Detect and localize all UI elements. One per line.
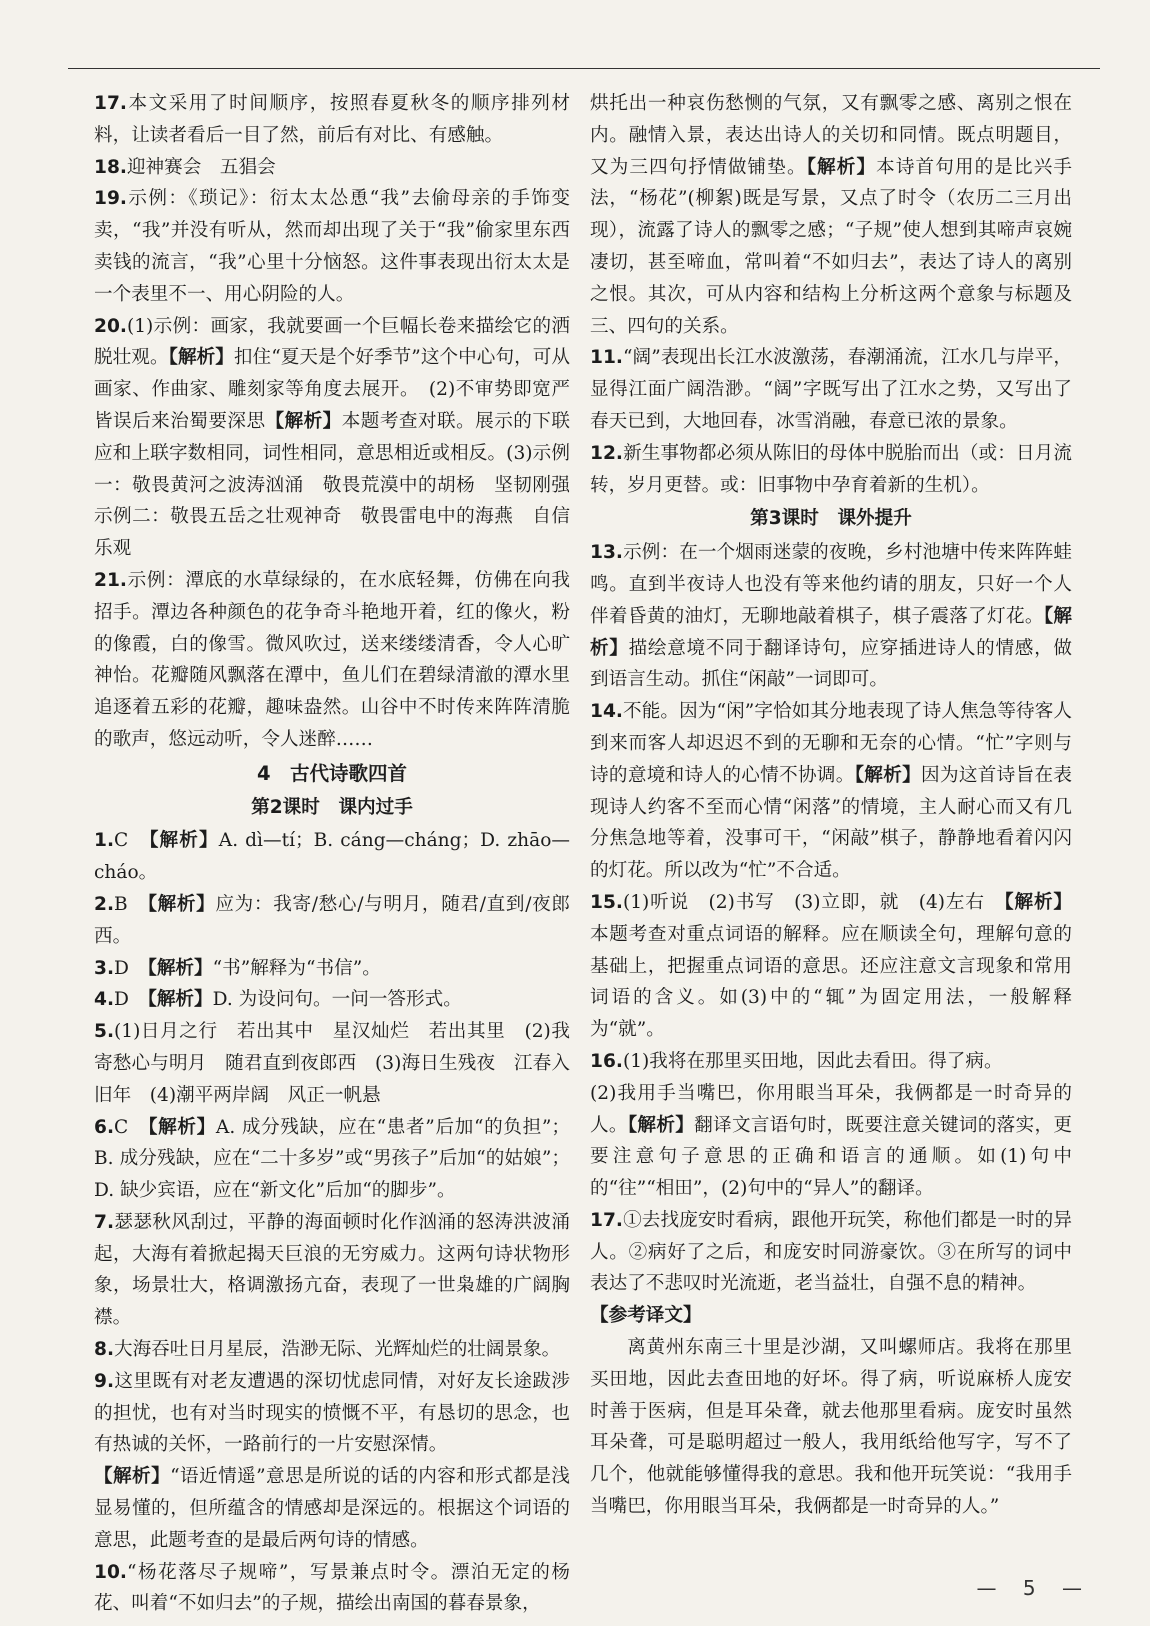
answer-1: 1.C 【解析】A. dì—tí；B. cáng—cháng；D. zhāo—cháo。 <box>94 830 570 884</box>
answer-11: 11.“阔”表现出长江水波激荡，春潮涌流，江水几与岸平，显得江面广阔浩渺。“阔”字既写出了江水之势，又写出了春天已到，大地回春，冰雪消融，春意已浓的景象。 <box>590 347 1072 432</box>
answer-12: 12.新生事物都必须从陈旧的母体中脱胎而出（或：日月流转，岁月更替。或：旧事物中孕育着新的生机）。 <box>590 442 1072 496</box>
answer-10: 10.“杨花落尽子规啼”，写景兼点时令。漂泊无定的杨花、叫着“不如归去”的子规，描绘出南国的暮春景象， <box>94 1561 570 1615</box>
answer-4: 4.D 【解析】D. 为设问句。一问一答形式。 <box>94 989 462 1011</box>
top-rule <box>68 68 1100 69</box>
answer-9-analysis: 【解析】“语近情遥”意思是所说的话的内容和形式都是浅显易懂的，但所蕴含的情感却是深远的。根据这个词语的意思，此题考查的是最后两句诗的情感。 <box>94 1466 570 1551</box>
answer-6: 6.C 【解析】A. 成分残缺，应在“患者”后加“的负担”；B. 成分残缺，应在“二十多岁”或“男孩子”后加“的姑娘”；D. 缺少宾语，应在“新文化”后加“的脚步”。 <box>94 1116 571 1202</box>
translation-title: 【参考译文】 <box>590 1305 702 1327</box>
answer-14: 14.不能。因为“闲”字恰如其分地表现了诗人焦急等待客人到来而客人却迟迟不到的无聊和无奈的心情。“忙”字则与诗的意境和诗人的心情不协调。【解析】因为这首诗旨在表现诗人约客不至而心情“闲落”的情境，主人耐心而又有几分焦急地等着，没事可干，“闲敲”棋子，静静地看着闪闪的灯花。所以改为“忙”不合适。 <box>590 701 1072 882</box>
answer-8: 8.大海吞吐日月星辰，浩渺无际、光辉灿烂的壮阔景象。 <box>94 1339 561 1361</box>
answer-9: 9.这里既有对老友遭遇的深切忧虑同情，对好友长途跋涉的担忧，也有对当时现实的愤慨不平，有恳切的思念，也有热诚的关怀，一路前行的一片安慰深情。 <box>94 1370 570 1456</box>
answer-2: 2.B 【解析】应为：我寄/愁心/与明月，随君/直到/夜郎西。 <box>94 893 570 947</box>
answer-13: 13.示例：在一个烟雨迷蒙的夜晚，乡村池塘中传来阵阵蛙鸣。直到半夜诗人也没有等来他约请的朋友，只好一个人伴着昏黄的油灯，无聊地敲着棋子，棋子震落了灯花。【解析】描绘意境不同于翻译诗句，应穿插进诗人的情感，做到语言生动。抓住“闲敲”一词即可。 <box>590 542 1072 691</box>
answer-7: 7.瑟瑟秋风刮过，平静的海面顿时化作汹涌的怒涛洪波涌起，大海有着掀起揭天巨浪的无穷威力。这两句诗状物形象，场景壮大，格调激扬亢奋，表现了一世枭雄的广阔胸襟。 <box>94 1211 570 1329</box>
translation-text: 离黄州东南三十里是沙湖，又叫螺师店。我将在那里买田地，因此去查田地的好坏。得了病，听说麻桥人庞安时善于医病，但是耳朵聋，就去他那里看病。庞安时虽然耳朵聋，可是聪明超过一般人，我用纸给他写字，写不了几个，他就能够懂得我的意思。我和他开玩笑说：“我用手当嘴巴，你用眼当耳朵，我俩都是一时奇异的人。” <box>590 1337 1072 1518</box>
left-column <box>94 88 589 1620</box>
answer-10-continued: 烘托出一种哀伤愁恻的气氛，又有飘零之感、离别之恨在内。融情入景，表达出诗人的关切和同情。既点明题目，又为三四句抒情做铺垫。【解析】本诗首句用的是比兴手法，“杨花”(柳絮)既是写景，又点了时令（农历二三月出现），流露了诗人的飘零之感；“子规”使人想到其啼声哀婉凄切，甚至啼血，常叫着“不如归去”，表达了诗人的离别之恨。其次，可从内容和结构上分析这两个意象与标题及三、四句的关系。 <box>590 93 1072 337</box>
answer-3: 3.D 【解析】“书”解释为“书信”。 <box>94 957 381 979</box>
answer-15: 15.(1)听说 (2)书写 (3)立即，就 (4)左右 【解析】本题考查对重点词语的解释。应在顺读全句，理解句意的基础上，把握重点词语的意思。还应注意文言现象和常用词语的含义。如(3)中的“辄”为固定用法，一般解释为“就”。 <box>590 891 1073 1041</box>
answer-21: 21.示例：潭底的水草绿绿的，在水底轻舞，仿佛在向我招手。潭边各种颜色的花争奇斗艳地开着，红的像火，粉的像霞，白的像雪。微风吹过，送来缕缕清香，令人心旷神怡。花瓣随风飘落在潭中，鱼儿们在碧绿清澈的潭水里追逐着五彩的花瓣，趣味盎然。山谷中不时传来阵阵清脆的歌声，悠远动听，令人迷醉…… <box>94 569 570 750</box>
answer-18: 18.迎神赛会 五猖会 <box>94 156 276 178</box>
page-number: — 5 — <box>976 1576 1092 1600</box>
right-column <box>590 88 1072 1523</box>
section-title: 4 古代诗歌四首 <box>256 761 408 785</box>
answer-16: 16.(1)我将在那里买田地，因此去看田。得了病。 <box>590 1050 1003 1072</box>
answer-19: 19.示例：《琐记》：衍太太怂恿“我”去偷母亲的手饰变卖，“我”并没有听从，然而却出现了关于“我”偷家里东西卖钱的流言，“我”心里十分恼怒。这件事表现出衍太太是一个表里不一、用心阴险的人。 <box>94 188 570 305</box>
answer-5: 5.(1)日月之行 若出其中 星汉灿烂 若出其里 (2)我寄愁心与明月 随君直到夜郎西 (3)海日生残夜 江春入旧年 (4)潮平两岸阔 风正一帆悬 <box>94 1021 570 1106</box>
answer-17-right: 17.①去找庞安时看病，跟他开玩笑，称他们都是一时的异人。②病好了之后，和庞安时同游豪饮。③在所写的词中表达了不悲叹时光流逝，老当益壮，自强不息的精神。 <box>590 1209 1072 1295</box>
answer-20: 20.(1)示例：画家，我就要画一个巨幅长卷来描绘它的洒脱壮观。【解析】扣住“夏天是个好季节”这个中心句，可从画家、作曲家、雕刻家等角度去展开。 (2)不审势即宽严皆误后来治蜀要深思【解析】本题考查对联。展示的下联应和上联字数相同，词性相同，意思相近或相反。(3)示例一：敬畏黄河之波涛汹涌 敬畏荒漠中的胡杨 坚韧刚强 示例二：敬畏五岳之壮观神奇 敬畏雷电中的海燕 自信乐观 <box>94 315 589 560</box>
answer-17: 17.本文采用了时间顺序，按照春夏秋冬的顺序排列材料，让读者看后一目了然，前后有对比、有感触。 <box>94 93 570 146</box>
answer-16-part2: (2)我用手当嘴巴，你用眼当耳朵，我俩都是一时奇异的人。【解析】翻译文言语句时，既要注意关键词的落实，更要注意句子意思的正确和语言的通顺。如(1)句中的“往”“相田”，(2)句中的“异人”的翻译。 <box>590 1082 1072 1200</box>
lesson3-title: 第3课时 课外提升 <box>750 508 912 530</box>
lesson2-title: 第2课时 课内过手 <box>251 796 413 818</box>
